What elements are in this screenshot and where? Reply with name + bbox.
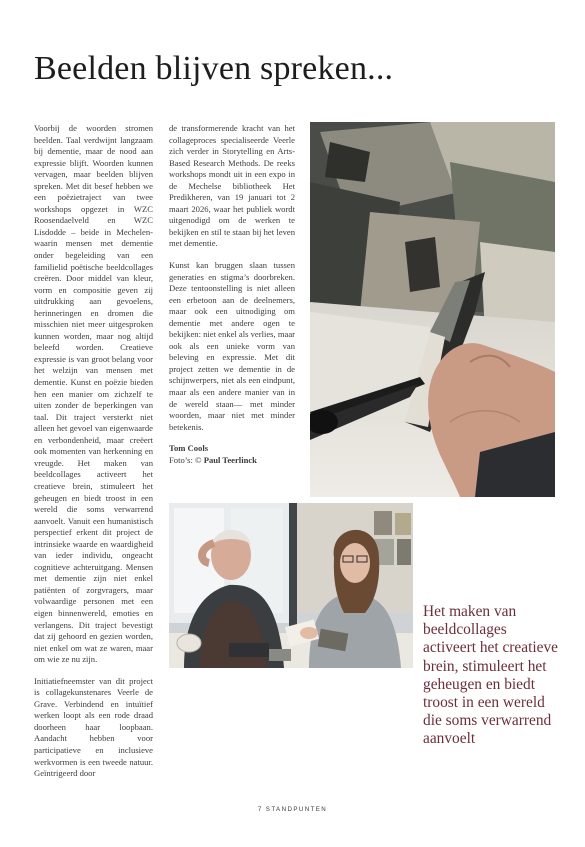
page-footer: 7 STANDPUNTEN xyxy=(257,806,328,813)
article-paragraph: Voorbij de woorden stromen beelden. Taal verdwijnt langzaam bij dementie, maar de nood aan expressie blijft. Woorden kunnen vervagen, maar beelden blijven spreken. Met dit besef hebben we een poëzietraject van twee workshops opgezet in WZC Roosendaelveld en WZC Lisdodde – beide in Mechelen- waarin mensen met dementie onder begeleiding van een familielid poëtische beeldcollages creëren. Door middel van kleur, vorm en compositie geven zij uitdrukking aan gevoelens, herinneringen en dromen die misschien niet meer uitgesproken kunnen worden, maar nog altijd beleefd worden. Creatieve expressie is van groot belang voor het welzijn van mensen met dementie. Kunst en poëzie bieden hen een manier om zichzelf te uiten zonder de beperkingen van taal. Dit traject versterkt niet alleen het gevoel van eigenwaarde en verbondenheid, maar creëert ook momenten van herkenning en vreugde. Het maken van beeldcollages activeert het creatieve brein, stimuleert het geheugen en biedt troost in een wereld die soms verwarrend aanvoelt. Vanuit een humanistisch perspectief erkent dit project de intrinsieke waarde en waardigheid van ieder individu, ongeacht cognitieve achteruitgang. Mensen met dementie zijn niet enkel patiënten of zorgvragers, maar volwaardige personen met een eigen binnenwereld, emoties en verlangens. Dit traject bevestigt dat zij gehoord en gezien worden, niet enkel om wat ze waren, maar om wie ze nu zijn. xyxy=(34,123,153,665)
pull-quote: Het maken van beeldcollages activeert het creatieve brein, stimuleert het geheugen en biedt troost in een wereld die soms verwarrend aanvoelt xyxy=(423,603,558,748)
author-name: Tom Cools xyxy=(169,443,209,454)
article-column-left xyxy=(34,123,153,790)
photo-credit xyxy=(169,455,295,467)
article-paragraph: de transformerende kracht van het collageproces specialiseerde Veerle zich verder in Storytelling en Arts- Based Research Methods. De reeks workshops mondt uit in een expo in de Mechelse bibliotheek Het Predikheren, van 19 januari tot 2 maart 2026, waar het publiek wordt uitgenodigd om de werken te bekijken en stil te staan bij het leven met dementie. xyxy=(169,123,295,249)
article-paragraph: Initiatiefneemster van dit project is collagekunstenares Veerle de Grave. Verbindend en intuïtief werken loopt als een rode draad doorheen haar loopbaan. Aandacht hebben voor participatieve en inclusieve werkvormen is een tweede natuur. Geïntrigeerd door xyxy=(34,675,153,779)
byline xyxy=(169,443,295,466)
photo-credit-label: Foto’s: © xyxy=(169,454,202,465)
photographer-name: Paul Teerlinck xyxy=(203,454,257,465)
collage-hands-photo xyxy=(310,122,555,497)
article-paragraph: Kunst kan bruggen slaan tussen generaties en stigma’s doorbreken. Deze tentoonstelling is niet alleen een erbetoon aan de deelnemers, maar ook een uitnodiging om dementie met andere ogen te bekijken: niet enkel als verlies, maar ook als een unieke vorm van beleving en expressie. Met dit project zetten we dementie in de schijnwerpers, niet als een eindpunt, maar als een andere manier van in de wereld staan— met minder woorden, maar niet met minder betekenis. xyxy=(169,260,295,432)
page-title: Beelden blijven spreken... xyxy=(34,50,394,87)
workshop-participants-photo xyxy=(169,503,413,668)
article-column-right xyxy=(169,123,295,466)
